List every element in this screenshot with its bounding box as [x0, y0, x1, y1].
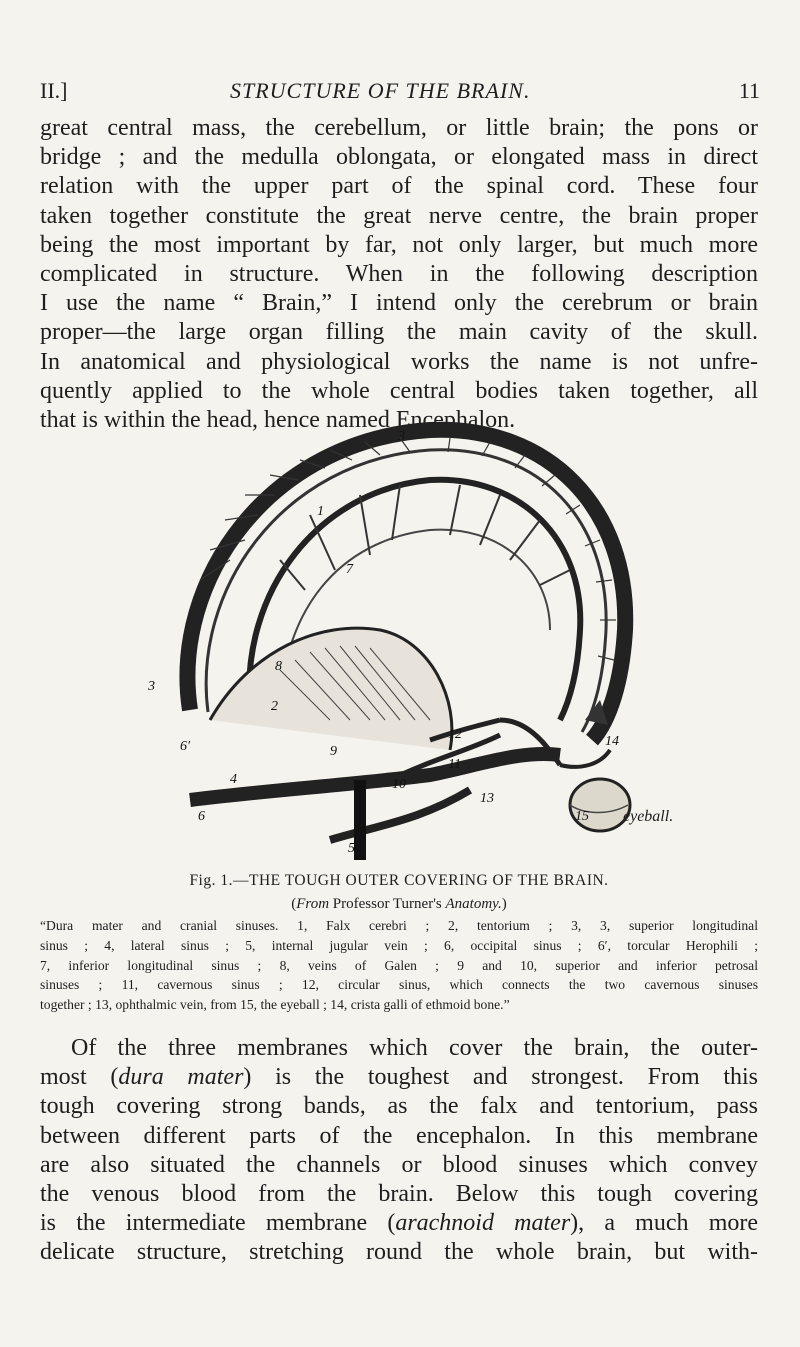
text-line: I use the name “ Brain,” I intend only the cerebrum or brain	[40, 290, 758, 317]
ophthalmic-vein	[560, 750, 610, 767]
legend-line: “Dura mater and cranial sinuses. 1, Falx cerebri ; 2, tentorium ; 3, 3, superior longitudinal	[40, 918, 758, 933]
figure-label: 3	[148, 679, 155, 694]
text-line: are also situated the channels or blood sinuses which convey	[40, 1151, 758, 1178]
figure-label: 12	[448, 727, 462, 742]
lateral-sinus	[190, 754, 560, 800]
text-line: tough covering strong bands, as the falx and tentorium, pass	[40, 1093, 758, 1120]
text-line: bridge ; and the medulla oblongata, or elongated mass in direct	[40, 144, 758, 171]
text-line: is the intermediate membrane (arachnoid mater), a much more	[40, 1210, 759, 1237]
dura-mater-illustration	[130, 420, 670, 870]
figure-label: 8	[275, 659, 282, 674]
figure-label: 6	[198, 809, 205, 824]
paragraph-top	[40, 114, 758, 435]
text-line: that is within the head, hence named Encephalon.	[40, 407, 516, 434]
text-line: complicated in structure. When in the following description	[40, 261, 758, 288]
text-line: Of the three membranes which cover the brain, the outer-	[71, 1035, 758, 1061]
figure-label: 1	[317, 504, 324, 519]
figure-label: 4	[230, 772, 237, 787]
term-arachnoid-mater: arachnoid mater	[395, 1210, 571, 1237]
figure-source: (From Professor Turner's Anatomy.)	[291, 896, 507, 912]
text-line: delicate structure, stretching round the whole brain, but with-	[40, 1239, 758, 1266]
legend-line: sinus ; 4, lateral sinus ; 5, internal jugular vein ; 6, occipital sinus ; 6′, torcular Herophili ;	[40, 937, 758, 953]
text-line: being the most important by far, not only larger, but much more	[40, 231, 758, 258]
text-line: most (dura mater) is the toughest and strongest. From this	[40, 1064, 758, 1091]
figure-label: 9	[330, 744, 337, 759]
running-head	[40, 78, 760, 110]
figure-label: 3	[398, 429, 405, 444]
figure-label: 2	[271, 699, 278, 714]
legend-line: together ; 13, ophthalmic vein, from 15, the eyeball ; 14, crista galli of ethmoid bone.”	[40, 997, 510, 1013]
figure-label: 10	[392, 777, 406, 792]
eyeball-label: eyeball.	[623, 808, 674, 825]
figure-label: 14	[605, 734, 619, 749]
text-line: quently applied to the whole central bodies taken together, all	[40, 377, 758, 404]
term-dura-mater: dura mater	[118, 1064, 244, 1091]
figure-label: 7	[346, 562, 353, 577]
running-title: STRUCTURE OF THE BRAIN.	[230, 78, 531, 103]
figure-legend	[40, 916, 758, 1015]
text-line: taken together constitute the great nerve centre, the brain proper	[40, 202, 758, 229]
text-line: proper—the large organ filling the main cavity of the skull.	[40, 319, 758, 346]
page-number: 11	[738, 78, 760, 103]
text-line: great central mass, the cerebellum, or little brain; the pons or	[40, 115, 758, 141]
figure-label: 5	[348, 841, 355, 856]
text-line: relation with the upper part of the spinal cord. These four	[40, 173, 758, 200]
paragraph-bottom	[40, 1034, 758, 1268]
legend-line: sinuses ; 11, cavernous sinus ; 12, circular sinus, which connects the two cavernous sinuses	[40, 977, 758, 993]
chapter-marker: II.]	[40, 78, 68, 103]
figure-label: 15	[575, 809, 589, 824]
figure-caption: Fig. 1.—THE TOUGH OUTER COVERING OF THE BRAIN.	[189, 872, 609, 889]
figure-label: 6′	[180, 739, 191, 754]
text-line: In anatomical and physiological works the name is not unfre-	[40, 348, 758, 375]
text-line: the venous blood from the brain. Below this tough covering	[40, 1181, 758, 1208]
tentorium	[210, 628, 452, 750]
figure-label: 11	[448, 757, 461, 772]
legend-line: 7, inferior longitudinal sinus ; 8, veins of Galen ; 9 and 10, superior and inferior petrosal	[40, 957, 758, 973]
skull-sinus-engraving	[130, 420, 670, 870]
text-line: between different parts of the encephalon. In this membrane	[40, 1122, 758, 1149]
falx-veins	[280, 485, 570, 590]
figure-label: 13	[480, 791, 494, 806]
